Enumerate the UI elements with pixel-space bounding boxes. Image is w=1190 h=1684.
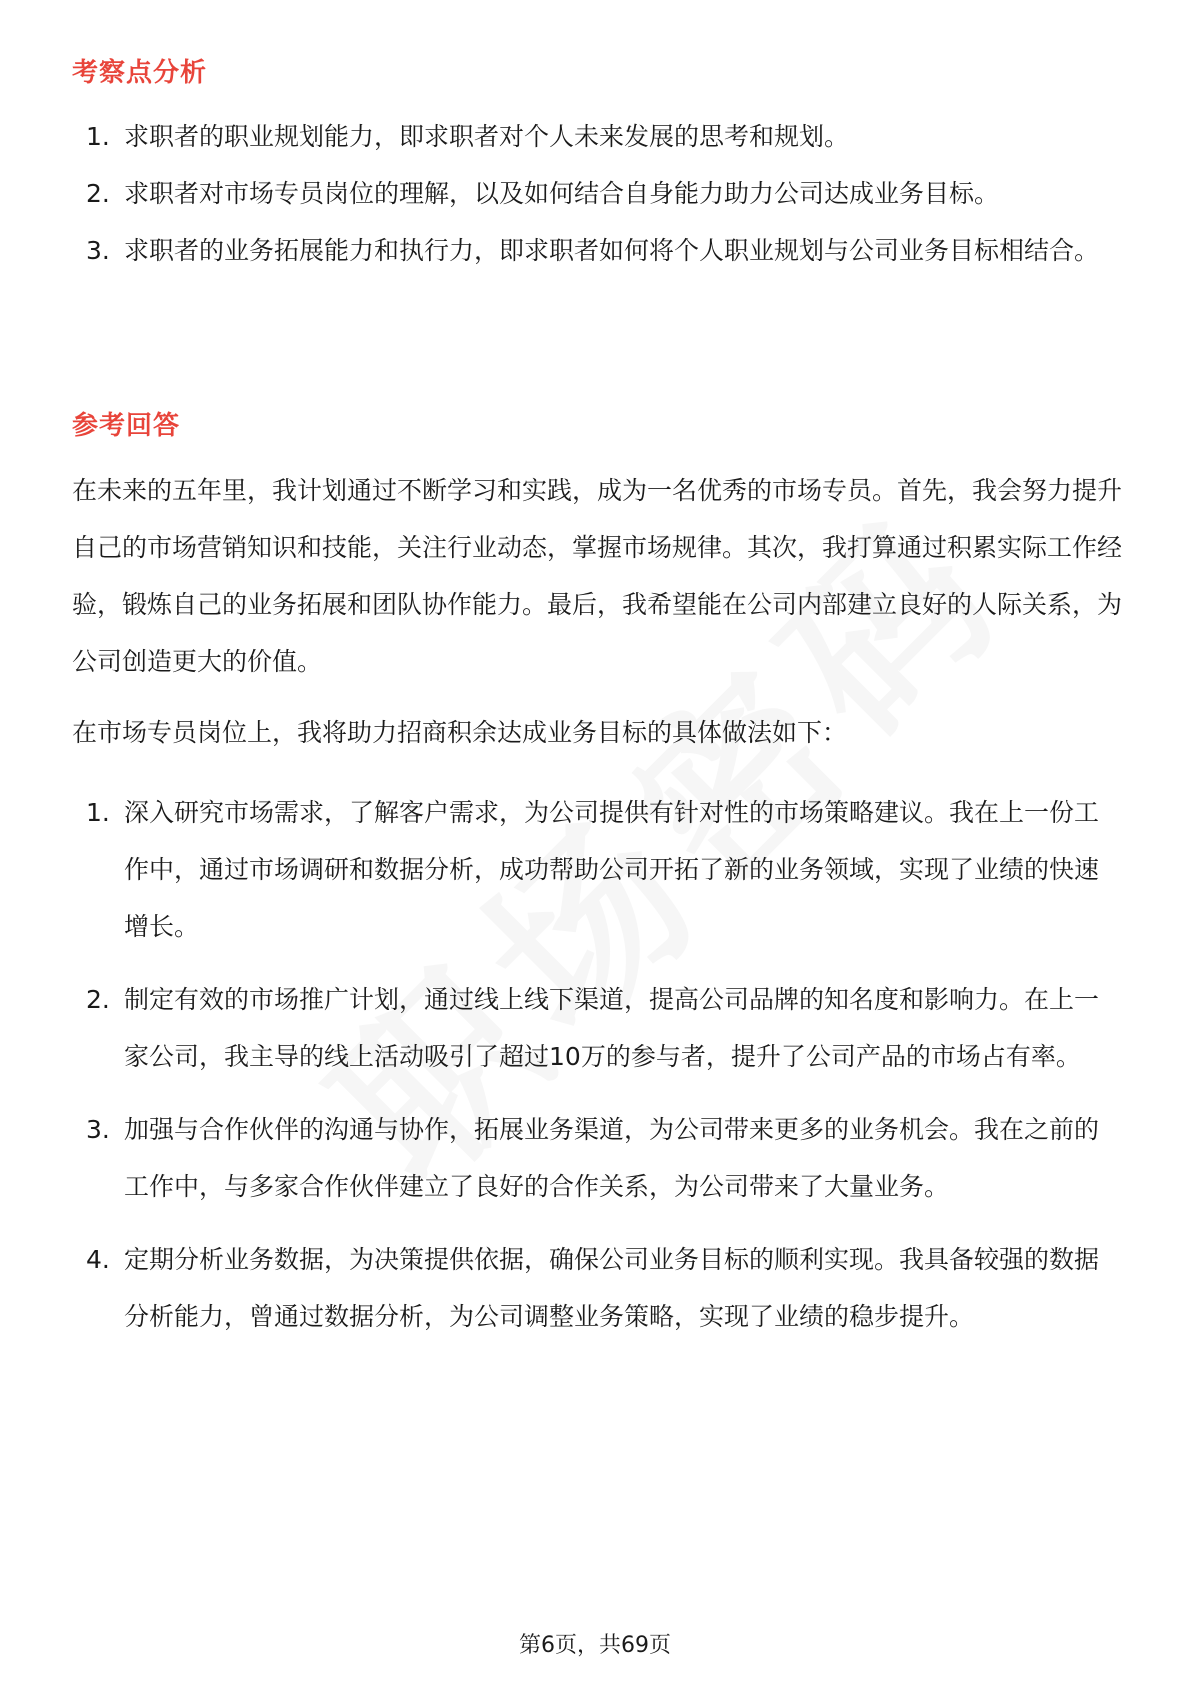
list-item xyxy=(72,971,1122,1085)
paragraph-plan: 在未来的五年里，我计划通过不断学习和实践，成为一名优秀的市场专员。首先，我会努力提升自己的市场营销知识和技能，关注行业动态，掌握市场规律。其次，我打算通过积累实际工作经验，锻炼自己的业务拓展和团队协作能力。最后，我希望能在公司内部建立良好的人际关系，为公司创造更大的价值。 xyxy=(72,476,1123,676)
analysis-list xyxy=(72,108,1122,279)
list-item xyxy=(72,1231,1122,1345)
list-text: 定期分析业务数据，为决策提供依据，确保公司业务目标的顺利实现。我具备较强的数据分析能力，曾通过数据分析，为公司调整业务策略，实现了业绩的稳步提升。 xyxy=(124,1245,1100,1331)
heading-reference: 参考回答 xyxy=(72,411,181,441)
list-number: 2. xyxy=(86,985,110,1014)
list-text: 深入研究市场需求，了解客户需求，为公司提供有针对性的市场策略建议。我在上一份工作中，通过市场调研和数据分析，成功帮助公司开拓了新的业务领域，实现了业绩的快速增长。 xyxy=(124,798,1100,941)
list-text: 加强与合作伙伴的沟通与协作，拓展业务渠道，为公司带来更多的业务机会。我在之前的工作中，与多家合作伙伴建立了良好的合作关系，为公司带来了大量业务。 xyxy=(124,1115,1100,1201)
list-number: 1. xyxy=(86,122,110,151)
list-text: 求职者的职业规划能力，即求职者对个人未来发展的思考和规划。 xyxy=(124,122,850,151)
list-number: 4. xyxy=(86,1245,110,1274)
answer-list xyxy=(72,784,1122,1345)
list-number: 2. xyxy=(86,179,110,208)
list-item xyxy=(72,108,1122,165)
page-footer: 第6页，共69页 xyxy=(519,1633,671,1658)
list-text: 制定有效的市场推广计划，通过线上线下渠道，提高公司品牌的知名度和影响力。在上一家公司，我主导的线上活动吸引了超过10万的参与者，提升了公司产品的市场占有率。 xyxy=(124,985,1100,1071)
list-text: 求职者的业务拓展能力和执行力，即求职者如何将个人职业规划与公司业务目标相结合。 xyxy=(124,236,1100,265)
list-number: 3. xyxy=(86,1115,110,1144)
list-number: 1. xyxy=(86,798,110,827)
list-item xyxy=(72,1101,1122,1215)
heading-analysis: 考察点分析 xyxy=(72,58,208,88)
paragraph-intro: 在市场专员岗位上，我将助力招商积余达成业务目标的具体做法如下： xyxy=(72,718,848,747)
list-item xyxy=(72,222,1122,279)
list-number: 3. xyxy=(86,236,110,265)
list-text: 求职者对市场专员岗位的理解，以及如何结合自身能力助力公司达成业务目标。 xyxy=(124,179,1000,208)
list-item xyxy=(72,784,1122,955)
list-item xyxy=(72,165,1122,222)
